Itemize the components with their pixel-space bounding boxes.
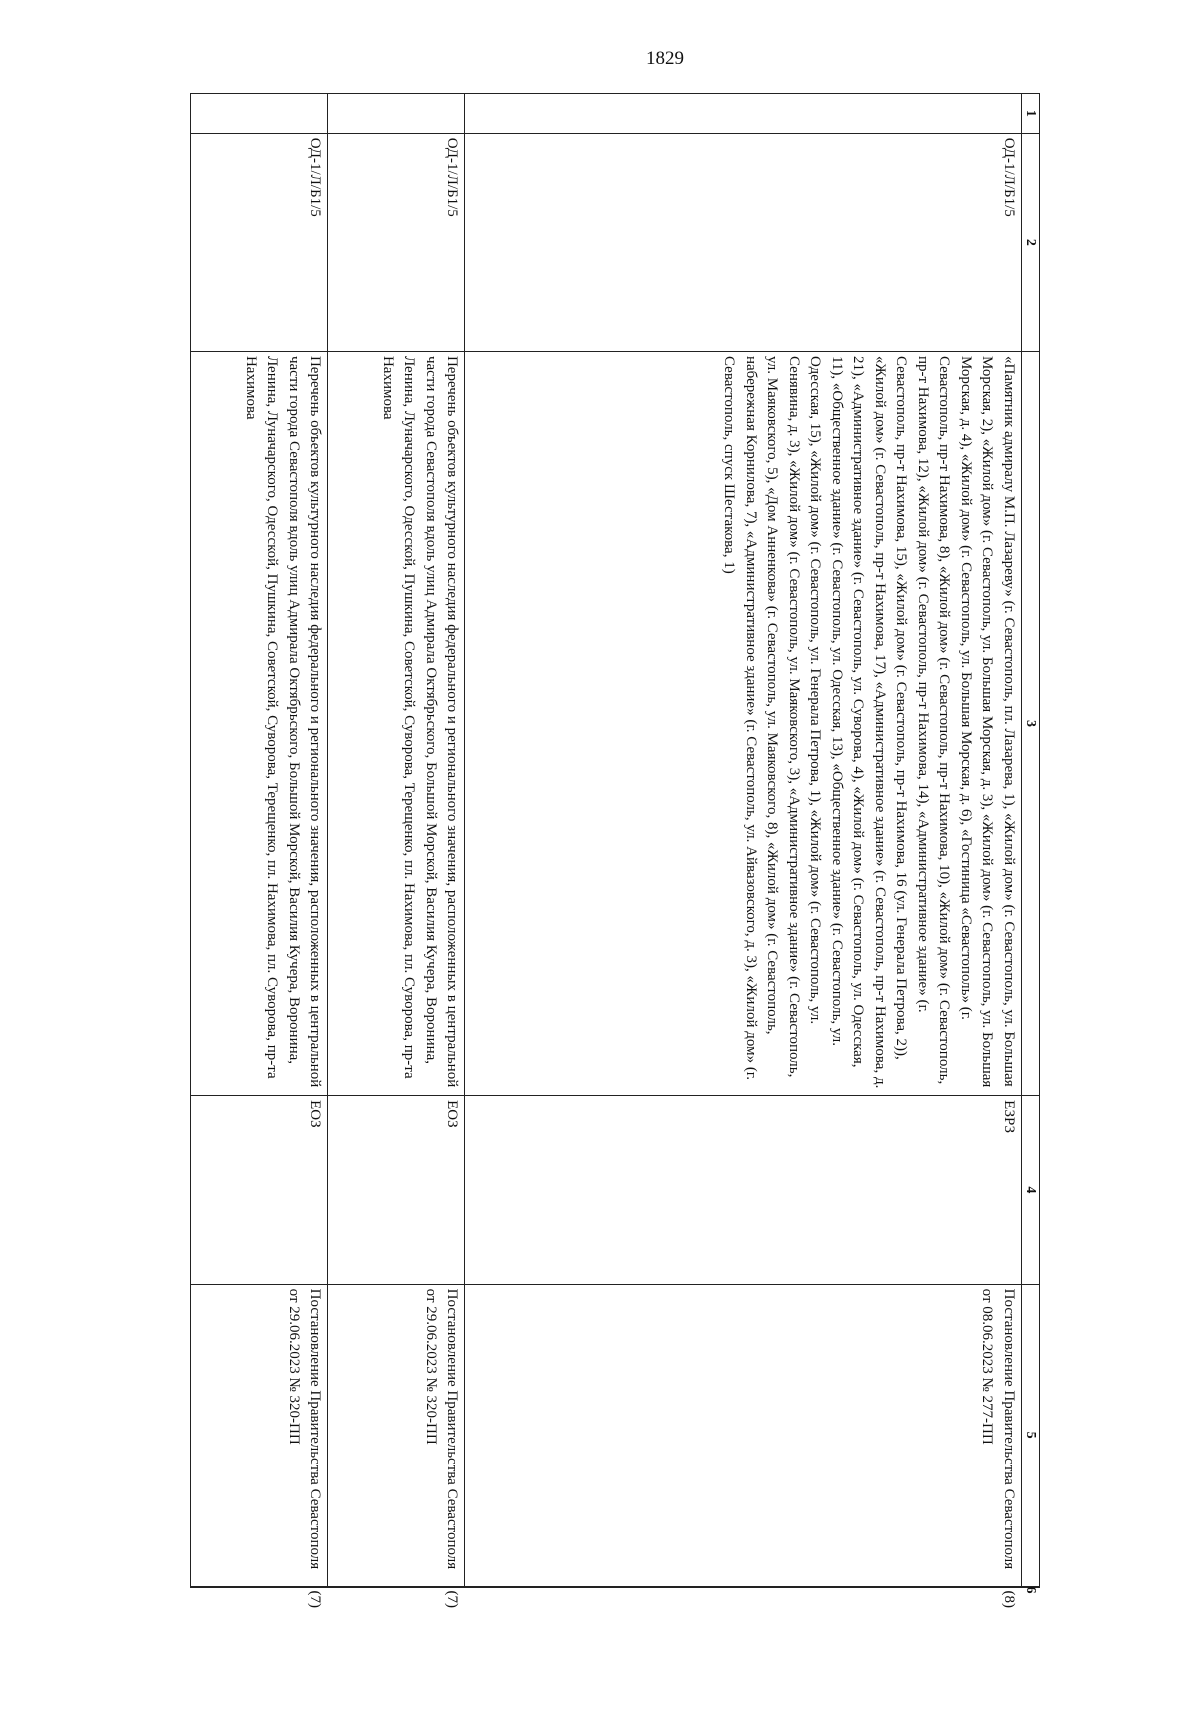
note-cell: (8) <box>465 1586 1022 1587</box>
header-col-1: 1 <box>1022 94 1040 134</box>
header-col-2: 2 <box>1022 133 1040 351</box>
row-number-cell <box>191 94 328 134</box>
table-row <box>191 94 328 1588</box>
header-col-5: 5 <box>1022 1284 1040 1586</box>
legal-document-cell: Постановление Правительства Севастополя от 29.06.2023 № 320-ПП <box>191 1284 328 1586</box>
page-number: 1829 <box>646 48 684 69</box>
zone-type-cell: ЕЗРЗ <box>465 1096 1022 1285</box>
zone-type-cell: ЕОЗ <box>191 1096 328 1285</box>
registry-table <box>190 93 1040 1609</box>
object-description-cell: Перечень объектов культурного наследия федерального и регионального значения, расположенных в центральной части города Севастополя вдоль улиц Адмирала Октябрьского, Большой Морской, Василия Кучера, Воронина, Ленина, Луначарского, Одесской, Пушкина, Советской, Суворова, Терещенко, пл. Нахимова, пл. Суворова, пр-та Нахимова <box>328 351 465 1095</box>
rotated-table-container <box>190 93 1040 1609</box>
object-description-cell: «Памятник адмиралу М.П. Лазареву» (г. Севастополь, пл. Лазарева, 1), «Жилой дом» (г. Севастополь, ул. Большая Морская, 2), «Жилой дом» (г. Севастополь, ул. Большая Морская, д. 3), «Жилой дом» (г. Севастополь, ул. Большая Морская, д. 4), «Жилой дом» (г. Севастополь, ул. Большая Морская, д. 6), «Гостиница «Севастополь» (г. Севастополь, пр-т Нахимова, 8), «Жилой дом» (г. Севастополь, пр-т Нахимова, 10), «Жилой дом» (г. Севастополь, пр-т Нахимова, 12), «Жилой дом» (г. Севастополь, пр-т Нахимова, 14), «Административное здание» (г. Севастополь, пр-т Нахимова, 15), «Жилой дом» (г. Севастополь, пр-т Нахимова, 16 (ул. Генерала Петрова, 2)), «Жилой дом» (г. Севастополь, пр-т Нахимова, 17), «Административное здание» (г. Севастополь, пр-т Нахимова, д. 21), «Административное здание» (г. Севастополь, ул. Суворова, 4), «Жилой дом» (г. Севастополь, ул. Одесская, 11), «Общественное здание» (г. Севастополь, ул. Одесская, 13), «Общественное здание» (г. Севастополь, ул. Одесская, 15), «Жилой дом» (г. Севастополь, ул. Генерала Петрова, 1), «Жилой дом» (г. Севастополь, ул. Сенявина, д. 3), «Жилой дом» (г. Севастополь, ул. Маяковского, 3), «Административное здание» (г. Севастополь, ул. Маяковского, 5), «Дом Анненкова» (г. Севастополь, ул. Маяковского, 8), «Жилой дом» (г. Севастополь, набережная Корнилова, 7), «Административное здание» (г. Севастополь, ул. Айвазовского, д. 3), «Жилой дом» (г. Севастополь, спуск Шестакова, 1) <box>465 351 1022 1095</box>
table-row <box>465 94 1022 1588</box>
header-col-4: 4 <box>1022 1096 1040 1285</box>
zone-code-cell: ОД-1/Л/Б1/5 <box>191 133 328 351</box>
note-cell: (7) <box>328 1586 465 1587</box>
zone-type-cell: ЕОЗ <box>328 1096 465 1285</box>
table-row <box>328 94 465 1588</box>
header-col-3: 3 <box>1022 351 1040 1095</box>
zone-code-cell: ОД-1/Л/Б1/5 <box>328 133 465 351</box>
header-col-6: 6 <box>1023 1586 1038 1594</box>
zone-code-cell: ОД-1/Л/Б1/5 <box>465 133 1022 351</box>
header-row <box>1022 94 1040 1588</box>
object-description-cell: Перечень объектов культурного наследия федерального и регионального значения, расположенных в центральной части города Севастополя вдоль улиц Адмирала Октябрьского, Большой Морской, Василия Кучера, Воронина, Ленина, Луначарского, Одесской, Пушкина, Советской, Суворова, Терещенко, пл. Нахимова, пл. Суворова, пр-та Нахимова <box>191 351 328 1095</box>
row-number-cell <box>328 94 465 134</box>
row-number-cell <box>465 94 1022 134</box>
note-cell: (7) <box>191 1586 328 1587</box>
legal-document-cell: Постановление Правительства Севастополя от 08.06.2023 № 277-ПП <box>465 1284 1022 1586</box>
legal-document-cell: Постановление Правительства Севастополя от 29.06.2023 № 320-ПП <box>328 1284 465 1586</box>
